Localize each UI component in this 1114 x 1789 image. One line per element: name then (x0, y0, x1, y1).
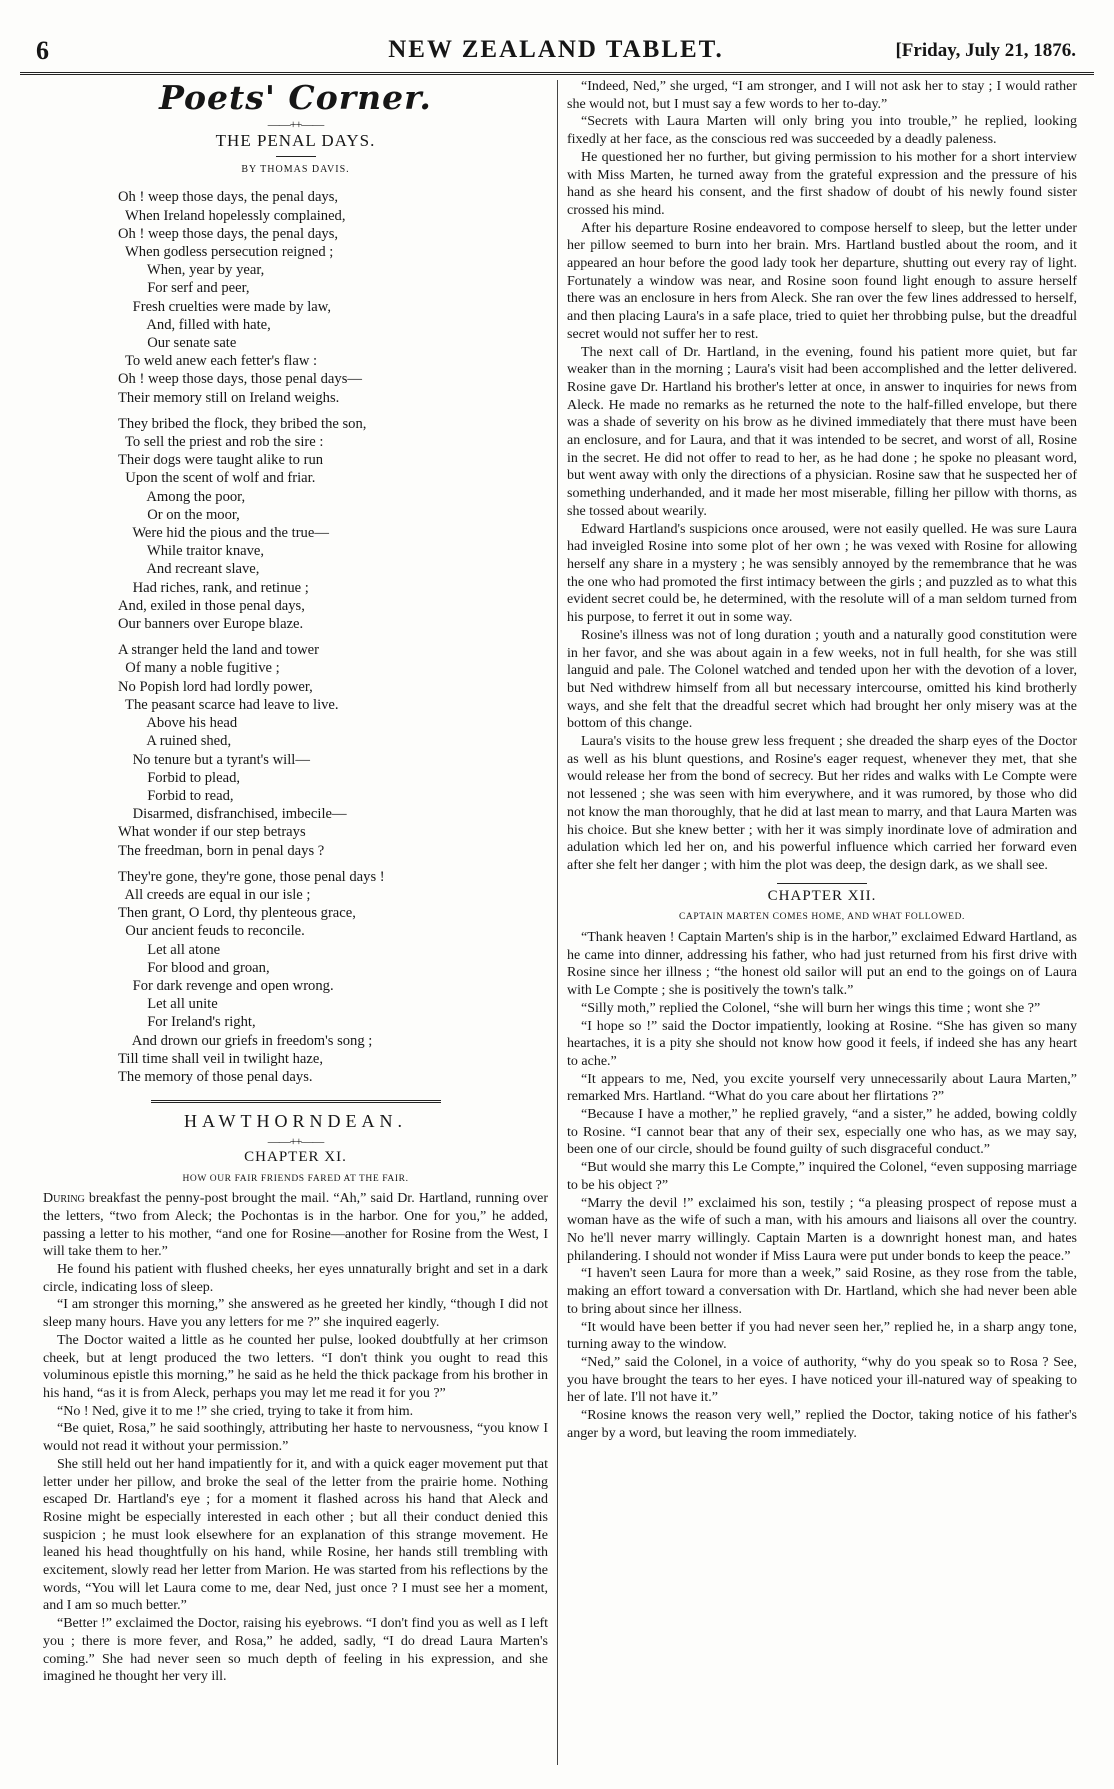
poem-line: Above his head (118, 715, 238, 732)
poem-stanza (118, 415, 548, 633)
chapter-subheading: CAPTAIN MARTEN COMES HOME, AND WHAT FOLLOWED. (678, 912, 966, 923)
newspaper-title: NEW ZEALAND TABLET. (388, 36, 724, 63)
poem-line: All creeds are equal in our isle ; (118, 886, 311, 903)
paragraph: “Thank heaven ! Captain Marten's ship is in the harbor,” exclaimed Edward Hartland, as he came into dinner, addressing his father, who had just returned from his first drive with Rosine since her illness ; “the honest old sailor will put an end to the goings on of Laura with Le Compte ; she is positively the town's talk.” (567, 930, 1077, 999)
poem-line: And recreant slave, (118, 561, 260, 578)
poem-line: Of many a noble fugitive ; (118, 660, 280, 677)
poem-line: Our ancient feuds to reconcile. (118, 923, 305, 940)
masthead (36, 36, 1076, 72)
masthead-rule (20, 72, 1094, 75)
poem-line: While traitor knave, (118, 543, 265, 560)
paragraph: Rosine's illness was not of long duration ; youth and a naturally good constitution were in her favor, and she was about again in a few weeks, not in full health, for she was still languid and pale. The Colonel watched and tended upon her with the devotion of a lover, but Ned withdrew himself from all but necessary intercourse, omitted his kind brotherly ways, and she felt that the dreadful secret which had brought her only misery was at the bottom of this change. (567, 627, 1077, 732)
poem-line: Their memory still on Ireland weighs. (118, 389, 340, 406)
poem-line: Disarmed, disfranchised, imbecile— (118, 806, 347, 823)
poem-line: For Ireland's right, (118, 1014, 256, 1031)
poem-line: Or on the moor, (118, 506, 240, 523)
paragraph: “But would she marry this Le Compte,” inquired the Colonel, “even supposing marriage to be his object ?” (567, 1160, 1077, 1193)
poem-line: When Ireland hopelessly complained, (118, 207, 346, 224)
poem-line: Our senate sate (118, 335, 237, 352)
paragraph: She still held out her hand impatiently for it, and with a quick eager movement put that letter under her pillow, and broke the seal of the letter from the prairie home. Nothing escaped Dr. Hartland's eye ; for a moment it flashed across his hand that Aleck and Rosine might be especially interested in each other ; but all their conduct denied this suspicion ; he must look elsewhere for an explanation of this strange movement. He leaned his head thoughtfully on his hand, while Rosine, her hands still trembling with excitement, slowly read her letter from Marion. He was started from his reflections by the words, “You will let Laura come to me, dear Ned, just once ? I must see her a moment, and I am so much better.” (43, 1456, 548, 1614)
poem-line: What wonder if our step betrays (118, 824, 306, 841)
paragraph: The Doctor waited a little as he counted her pulse, looked doubtfully at her crimson cheek, but at lengt produced the two letters. “I don't think you ought to read this voluminous epistle this morning,” he said as he held the thick package from his brother in his hand, “as it is from Aleck, perhaps you may let me read it for you ?” (43, 1332, 548, 1401)
poem-line: Let all atone (118, 941, 221, 958)
poem-line: A ruined shed, (118, 733, 232, 750)
paragraph: “Rosine knows the reason very well,” replied the Doctor, taking notice of his father's anger by a word, but leaving the room immediately. (567, 1408, 1077, 1441)
paragraph: “It appears to me, Ned, you excite yourself very unnecessarily about Laura Marten,” remarked Mrs. Hartland. “What do you care about her flirtations ?” (567, 1071, 1077, 1105)
poem-line: Forbid to plead, (118, 769, 241, 786)
poem-line: They bribed the flock, they bribed the son, (118, 415, 367, 432)
paragraph: After his departure Rosine endeavored to compose herself to sleep, but the letter under her pillow seemed to burn into her brain. Mrs. Hartland bustled about the room, and it appeared an hour before the good lady took her departure, shutting out every ray of light. Fortunately a window was near, and Rosine soon found light enough to assure herself there was an enclosure in hers from Aleck. She ran over the few lines addressed to herself, and then placing Laura's in a safe place, tried to quiet her throbbing pulse, but the dreadful secret would not suffer her to rest. (567, 220, 1077, 342)
left-column (43, 78, 548, 1686)
chapter-heading: CHAPTER XI. (244, 1148, 347, 1165)
paragraph: “Secrets with Laura Marten will only bring you into trouble,” he replied, looking fixedly at her face, as the conscious red was succeeded by a deadly paleness. (567, 114, 1077, 148)
paragraph: “Marry the devil !” exclaimed his son, testily ; “a pleasing prospect of repose must a woman have as the wife of such a man, with his amours and liaisons all over the country. No he'll never marry willingly. Captain Marten is a downright honest man, and hates philandering. I should not wonder if Miss Laura were put under bonds to keep the peace.” (567, 1195, 1077, 1264)
divider (276, 156, 316, 157)
paragraph: “Indeed, Ned,” she urged, “I am stronger, and I will not ask her to stay ; I would rather she would not, but I must say a few words to her to-day.” (567, 79, 1077, 112)
paragraph: He questioned her no further, but giving permission to his mother for a short interview with Miss Marten, he turned away from the grateful expression and the pressure of his hand as she heard his consent, and the first shadow of doubt of his newly found sister crossed his mind. (567, 149, 1077, 218)
poem-line: Their dogs were taught alike to run (118, 452, 324, 469)
paragraph: Laura's visits to the house grew less frequent ; she dreaded the sharp eyes of the Doctor as well as his blunt questions, and Rosine's eager request, whenever they met, that she would release her from the bond of secrecy. But her rides and walks with Le Compte were not lessened ; she was seen with him everywhere, and it was rumored, by those who did not know the man thoroughly, that he did at last mean to marry, and that Laura Marten was his choice. But she knew better ; with her it was simply inordinate love of admiration and adulation which led her on, and his powerful influence which carried her forward even after she felt her danger ; with him the plot was deep, the design dark, as we shall see. (567, 734, 1077, 873)
ornament: ——++—— (267, 117, 324, 131)
poem-line: For dark revenge and open wrong. (118, 977, 334, 994)
poem-stanza (118, 641, 548, 859)
paragraph: Edward Hartland's suspicions once aroused, were not easily quelled. He was sure Laura had inveigled Rosine into some plot of her own ; he was vexed with Rosine for allowing herself any share in a mystery ; he was sensibly annoyed by the remembrance that he was the one who had promoted the first intimacy between the girls ; and puzzled as to what this evident secret could be, he determined, with the resolute will of a man seldom turned from his purpose, to ferret it out in some way. (567, 521, 1077, 626)
paragraph: “It would have been better if you had never seen her,” replied he, in a sharp angy tone, turning away to the window. (567, 1319, 1077, 1353)
poem-line: A stranger held the land and tower (118, 642, 320, 659)
column-divider (557, 80, 558, 1765)
issue-date: [Friday, July 21, 1876. (895, 40, 1076, 61)
poem-line: No tenure but a tyrant's will— (118, 751, 310, 768)
paragraph: “Be quiet, Rosa,” he said soothingly, attributing her haste to nervousness, “you know I would not read it without your permission.” (43, 1421, 548, 1455)
drop-word: During (43, 1191, 85, 1207)
poem-line: And drown our griefs in freedom's song ; (118, 1032, 373, 1049)
section-rule (151, 1100, 441, 1103)
poem-line: The peasant scarce had leave to live. (118, 696, 339, 713)
ornament: ——++—— (267, 1133, 324, 1148)
poem-line: To sell the priest and rob the sire : (118, 434, 324, 451)
poem-line: Oh ! weep those days, those penal days— (118, 371, 362, 388)
paragraph: The next call of Dr. Hartland, in the evening, found his patient more quiet, but far weaker than in the morning ; Laura's visit had been accomplished and the letter delivered. Rosine gave Dr. Hartland his brother's letter at once, in answer to inquiries for news from Aleck. He made no remarks as he returned the note to the half-filled envelope, but there was a shade of severity on his brow as he divined immediately that there must have been an enclosure, and for Laura, and that it was intended to be secret, and worst of all, Rosine in the secret. He did not offer to read to her, as he had done ; he spoke no pleasant word, but went away with only the directions of a physician. Rosine saw that he suspected her of something underhanded, and it made her most miserable, filling her pillow with thorns, as she tossed about wearily. (567, 344, 1077, 519)
poem-line: Upon the scent of wolf and friar. (118, 470, 316, 487)
paragraph: “Because I have a mother,” he replied gravely, “and a sister,” he added, bowing coldly to Rosine. “I cannot bear that any of their sex, especially one who has, as we may say, been one of our circle, should be found guilty of such disgraceful conduct.” (567, 1107, 1077, 1158)
poets-corner-heading: Poets' Corner. (159, 78, 432, 117)
poem-line: When godless persecution reigned ; (118, 244, 334, 261)
poem-line: They're gone, they're gone, those penal days ! (118, 868, 385, 885)
poem-line: For serf and peer, (118, 280, 250, 297)
chapter-subheading: HOW OUR FAIR FRIENDS FARED AT THE FAIR. (182, 1173, 409, 1184)
poem-line: And, exiled in those penal days, (118, 597, 305, 614)
paragraph: “Better !” exclaimed the Doctor, raising his eyebrows. “I don't find you as well as I left you ; there is more fever, and Rosa,” he added, sadly, “I do dread Laura Marten's coming.” She had never seen so much depth of feeling in his expression, and she imagined he thought her very ill. (43, 1616, 548, 1685)
page-number: 6 (36, 36, 49, 65)
poem-line: Had riches, rank, and retinue ; (118, 579, 309, 596)
poem-line: Were hid the pious and the true— (118, 525, 329, 542)
chapter-heading: CHAPTER XII. (767, 887, 877, 904)
poem-stanza (118, 868, 548, 1086)
divider (777, 883, 867, 884)
paragraph: “No ! Ned, give it to me !” she cried, trying to take it from him. (57, 1403, 414, 1419)
poem-line: Let all unite (118, 996, 218, 1013)
poem-line: Our banners over Europe blaze. (118, 616, 304, 633)
poem-line: Among the poor, (118, 488, 246, 505)
paragraph: “I am stronger this morning,” she answered as he greeted her kindly, “though I did not sleep many hours. Have you any letters for me ?” she inquired eagerly. (43, 1297, 548, 1331)
poem-line: The memory of those penal days. (118, 1068, 313, 1085)
poem-line: Till time shall veil in twilight haze, (118, 1050, 323, 1067)
paragraph: During breakfast the penny-post brought the mail. “Ah,” said Dr. Hartland, running over the letters, “two from Aleck; the Pochontas is in the harbor. One for you,” he added, passing a letter to his mother, “and one for Rosine—another for Rosine from the West, I will take them to her.” (43, 1191, 548, 1260)
poem-line: When, year by year, (118, 262, 265, 279)
paragraph: “I haven't seen Laura for more than a week,” said Rosine, as they rose from the table, making an effort toward a conversation with Dr. Hartland, which she had never been able to bring about since her illness. (567, 1266, 1077, 1317)
poem-title: THE PENAL DAYS. (215, 131, 376, 150)
paragraph: “I hope so !” said the Doctor impatiently, looking at Rosine. “She has given so many heartaches, it is a pity she should not know how good it feels, if indeed she has any heart to ache.” (567, 1018, 1077, 1069)
poem-byline: BY THOMAS DAVIS. (241, 163, 350, 175)
paragraph: He found his patient with flushed cheeks, her eyes unnaturally bright and set in a dark circle, indicating loss of sleep. (43, 1262, 548, 1295)
poem-line: Oh ! weep those days, the penal days, (118, 189, 339, 206)
right-column (567, 78, 1077, 1442)
serial-title: HAWTHORNDEAN. (183, 1111, 408, 1132)
poem-line: The freedman, born in penal days ? (118, 842, 325, 859)
poem-line: Fresh cruelties were made by law, (118, 298, 332, 315)
poem-line: To weld anew each fetter's flaw : (118, 353, 318, 370)
paragraph: “Silly moth,” replied the Colonel, “she will burn her wings this time ; wont she ?” (581, 1000, 1041, 1016)
poem-line: And, filled with hate, (118, 316, 271, 333)
poem-line: Forbid to read, (118, 787, 234, 804)
poem (118, 188, 548, 1086)
poem-line: For blood and groan, (118, 959, 270, 976)
poem-stanza (118, 188, 548, 406)
poem-line: No Popish lord had lordly power, (118, 678, 313, 695)
paragraph: “Ned,” said the Colonel, in a voice of authority, “why do you speak so to Rosa ? See, you have brought the tears to her eyes. I have noticed your ill-natured way of speaking to her of late. I'll not have it.” (567, 1354, 1077, 1406)
poem-line: Then grant, O Lord, thy plenteous grace, (118, 905, 356, 922)
poem-line: Oh ! weep those days, the penal days, (118, 225, 339, 242)
